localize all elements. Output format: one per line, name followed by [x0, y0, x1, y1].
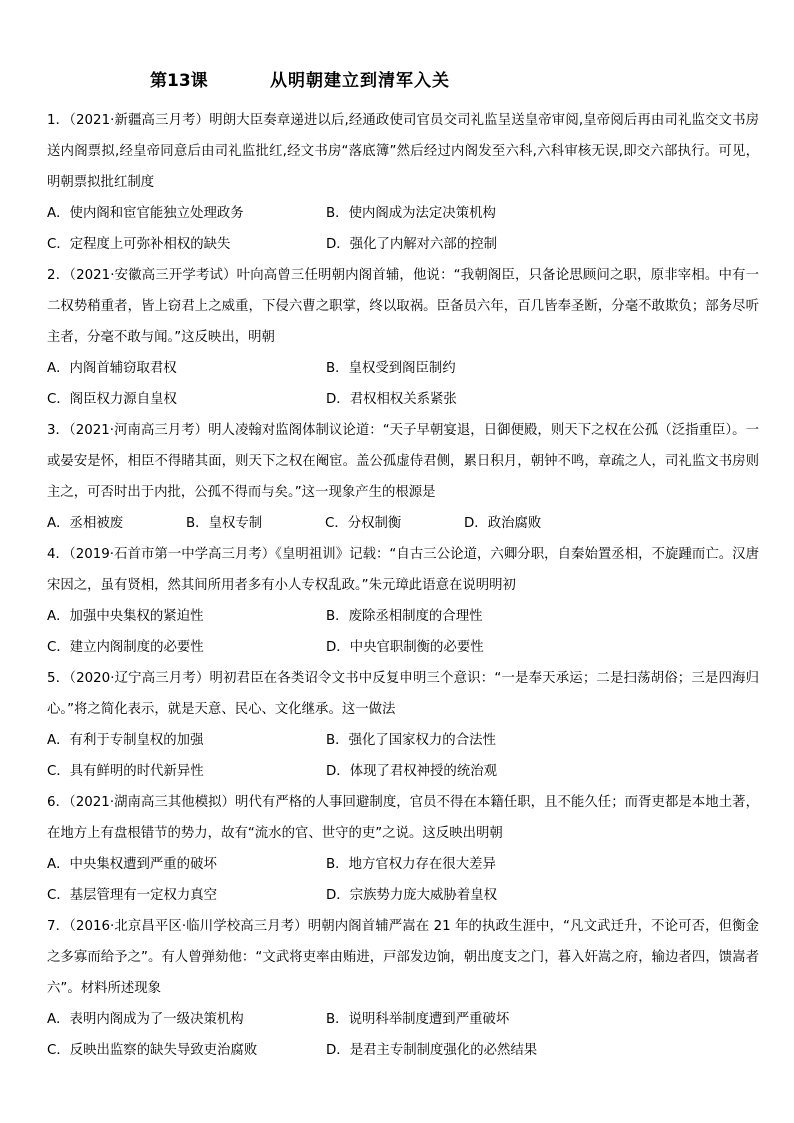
question-5: [47, 663, 759, 787]
option-b: B．皇权专制: [186, 516, 263, 531]
question-stem: 3．（2021·河南高三月考）明人凌翰对监阁体制议论道：“天子早朝宴退，日御便殿，则天下之权在公孤（泛指重臣）。一或晏安是怀，相臣不得睹其面，则天下之权在阉宦。盖公孤虚侍君侧，累日积月，朝钟不鸣，章疏之人，司礼监文书房则主之，可否时出于内批，公孤不得而与矣。”这一现象产生的根源是: [47, 423, 759, 500]
question-stem: 5．（2020·辽宁高三月考）明初君臣在各类诏令文书中反复申明三个意识：“一是奉天承运；二是扫荡胡俗；三是四海归心。”将之简化表示，就是天意、民心、文化继承。这一做法: [47, 671, 759, 717]
option-c: C．建立内阁制度的必要性: [47, 640, 204, 655]
options: [47, 1004, 759, 1066]
option-d: D．是君主专制制度强化的必然结果: [326, 1043, 538, 1058]
option-b: B．强化了国家权力的合法性: [326, 733, 496, 748]
option-d: D．中央官职制衡的必要性: [326, 640, 484, 655]
option-c: C．定程度上可弥补相权的缺失: [47, 237, 231, 252]
option-d: D．政治腐败: [464, 516, 542, 531]
option-c: C．阁臣权力源自皇权: [47, 392, 177, 407]
option-b: B．使内阁成为法定决策机构: [326, 206, 496, 221]
option-b: B．地方官权力存在很大差异: [326, 857, 496, 872]
options: [47, 601, 759, 663]
option-b: B．废除丞相制度的合理性: [326, 609, 483, 624]
options: [47, 725, 759, 787]
option-a: A．加强中央集权的紧迫性: [47, 609, 204, 624]
option-a: A．使内阁和宦官能独立处理政务: [47, 206, 244, 221]
question-stem: 4．（2019·石首市第一中学高三月考）《皇明祖训》记载：“自古三公论道，六卿分职，自秦始置丞相，不旋踵而亡。汉唐宋因之，虽有贤相，然其间所用者多有小人专权乱政。”朱元璋此语意在说明明初: [47, 547, 759, 593]
option-d: D．君权相权关系紧张: [326, 392, 457, 407]
options: [47, 353, 759, 415]
option-c: C．具有鲜明的时代新异性: [47, 764, 204, 779]
option-a: A．丞相被废: [47, 516, 124, 531]
option-d: D．强化了内解对六部的控制: [326, 237, 497, 252]
question-7: [47, 911, 759, 1066]
options: [47, 849, 759, 911]
question-list: [47, 105, 759, 1066]
question-6: [47, 787, 759, 911]
options: [47, 198, 759, 260]
option-b: B．皇权受到阁臣制约: [326, 361, 456, 376]
option-d: D．宗族势力庞大威胁着皇权: [326, 888, 497, 903]
question-1: [47, 105, 759, 260]
option-a: A．有利于专制皇权的加强: [47, 733, 204, 748]
option-d: D．体现了君权神授的统治观: [326, 764, 497, 779]
question-stem: 6．（2021·湖南高三其他模拟）明代有严格的人事回避制度，官员不得在本籍任职，且不能久任；而胥吏都是本地土著，在地方上有盘根错节的势力，故有“流水的官、世守的吏”之说。这反映出明朝: [47, 795, 759, 841]
options: [47, 508, 759, 539]
option-c: C．反映出监察的缺失导致吏治腐败: [47, 1043, 258, 1058]
page-header: [0, 66, 794, 92]
question-stem: 1．（2021·新疆高三月考）明朗大臣奏章递进以后,经通政使司官员交司礼监呈送皇帝审阅,皇帝阅后再由司礼监交文书房送内阁票拟,经皇帝同意后由司礼监批红,经文书房“落底簿”然后经过内阁发至六科,六科审核无误,即交六部执行。可见，明朝票拟批红制度: [47, 113, 759, 190]
question-3: [47, 415, 759, 539]
lesson-number: 第13课: [150, 71, 208, 91]
page-title: 从明朝建立到清军入关: [270, 71, 450, 91]
question-stem: 7．（2016·北京昌平区·临川学校高三月考）明朝内阁首辅严嵩在 21 年的执政生涯中，“凡文武迁升，不论可否，但衡金之多寡而给予之”。有人曾弹劾他：“文武将吏率由贿进，戸部发边饷，朝出度支之门，暮入奸嵩之府，输边者四，馈嵩者六”。材料所述现象: [47, 919, 759, 996]
option-b: B．说明科举制度遭到严重破坏: [326, 1012, 510, 1027]
option-a: A．中央集权遭到严重的破坏: [47, 857, 217, 872]
option-a: A．内阁首辅窃取君权: [47, 361, 177, 376]
option-c: C．分权制衡: [325, 516, 402, 531]
option-a: A．表明内阁成为了一级决策机构: [47, 1012, 244, 1027]
option-c: C．基层管理有一定权力真空: [47, 888, 218, 903]
question-4: [47, 539, 759, 663]
question-stem: 2．（2021·安徽高三开学考试）叶向高曾三任明朝内阁首辅，他说：“我朝阁臣，只备论思顾问之职，原非宰相。中有一二权势稍重者，皆上窃君上之威重，下侵六曹之职掌，终以取祸。臣备员六年，百几皆奉圣断，分毫不敢欺负；部务尽听主者，分毫不敢与闻。”这反映出，明朝: [47, 268, 759, 345]
question-2: [47, 260, 759, 415]
